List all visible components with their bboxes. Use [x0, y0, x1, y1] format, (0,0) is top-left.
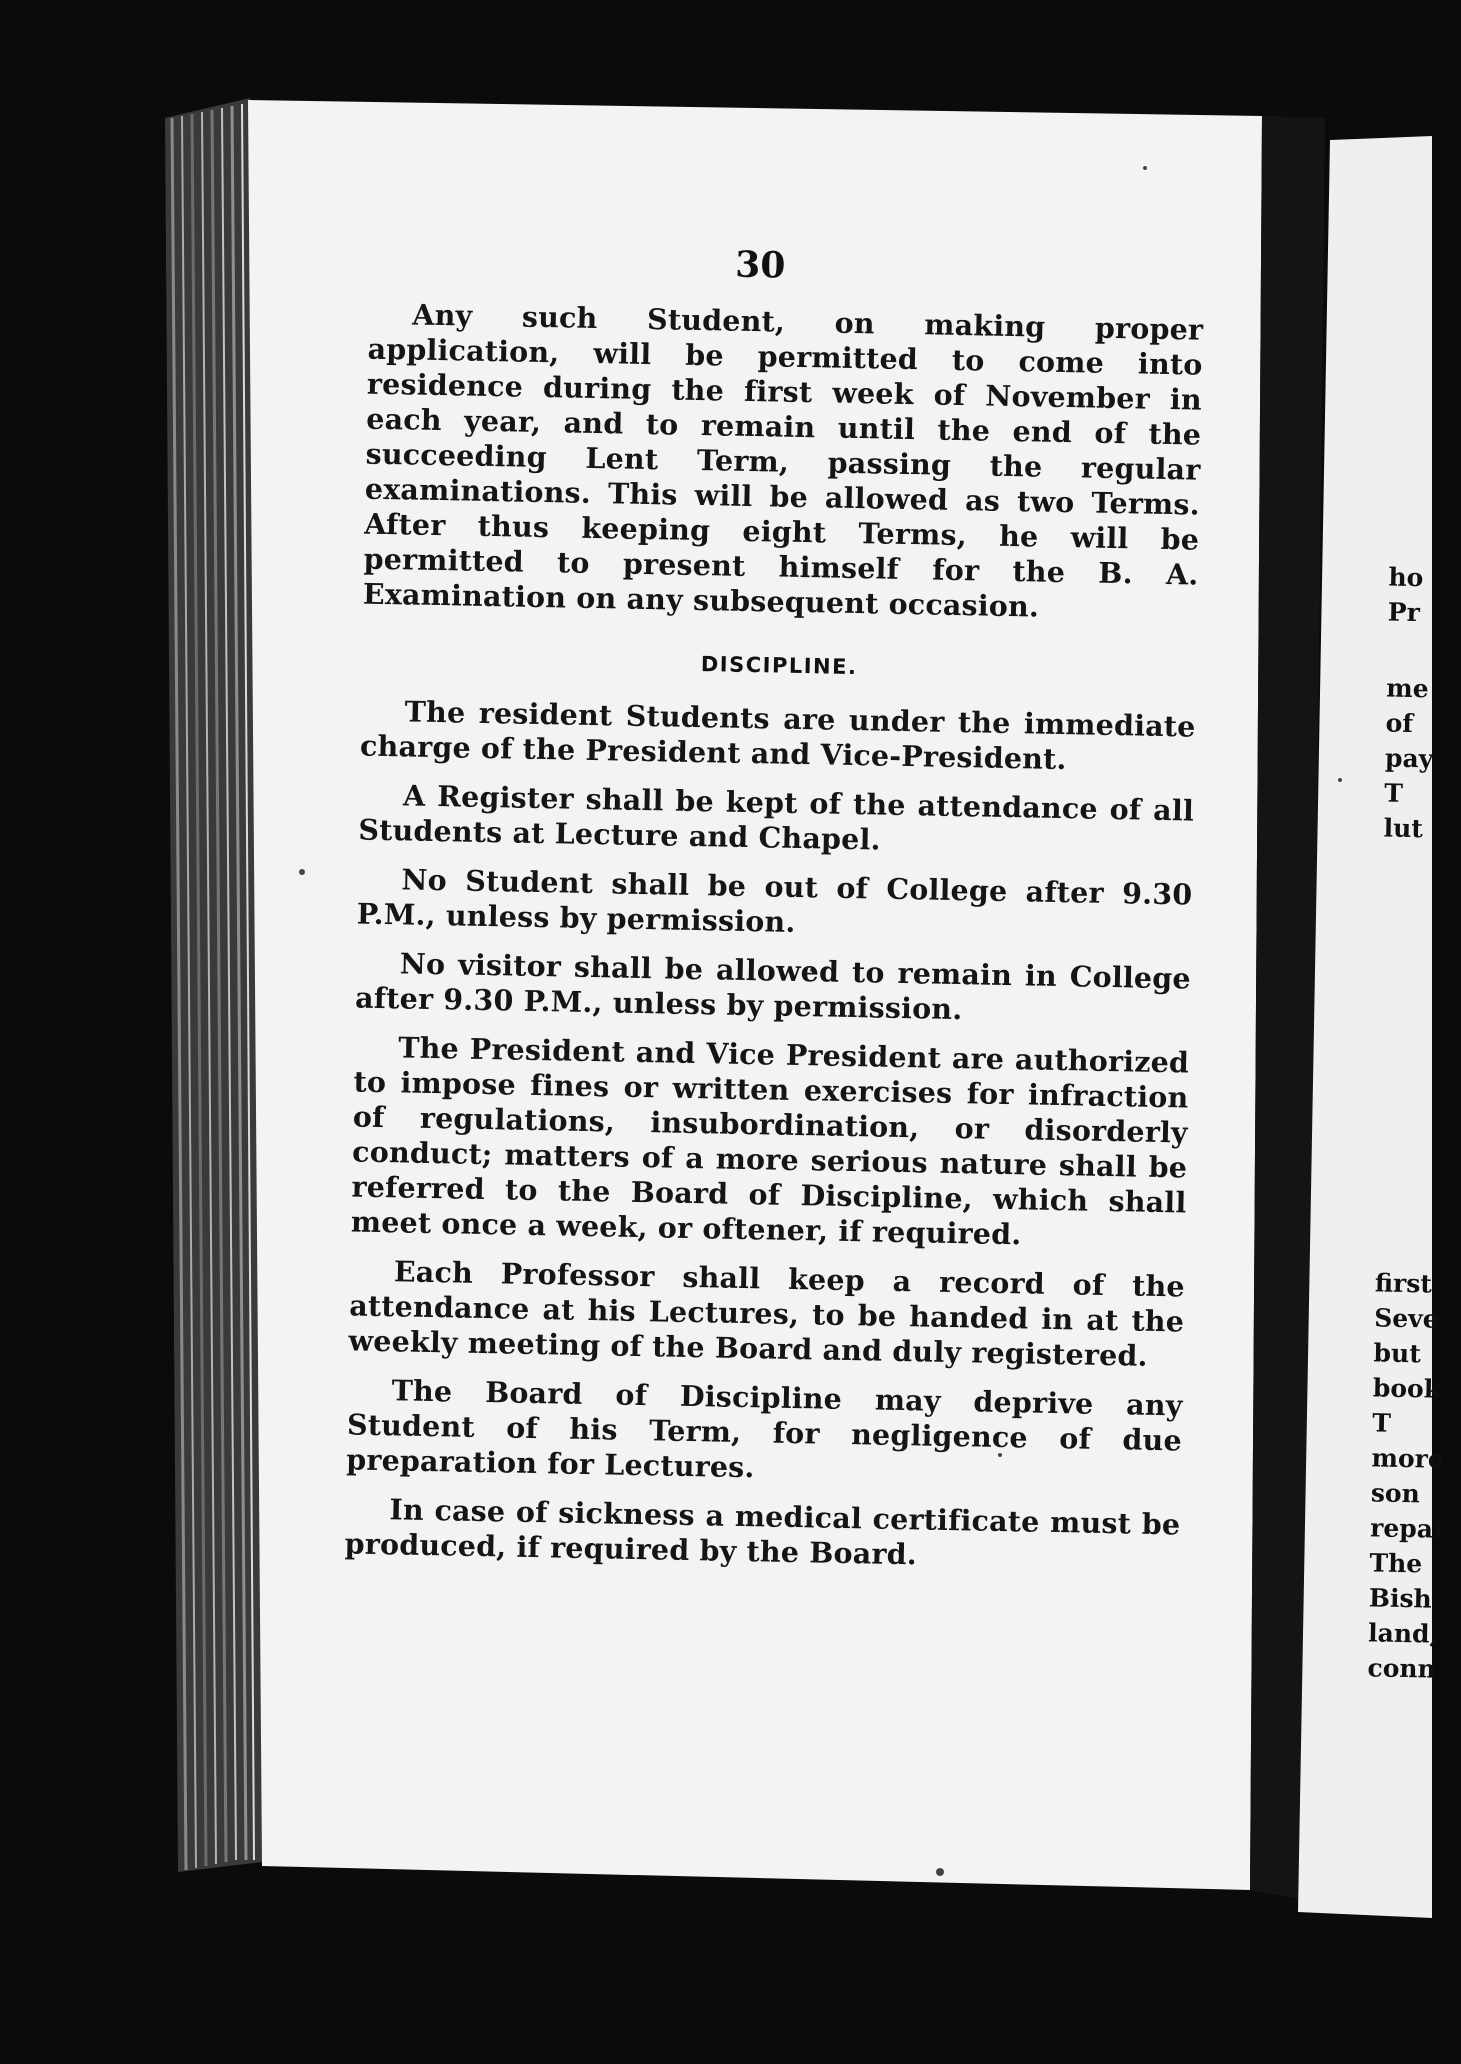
- fragment-line: of: [1385, 708, 1414, 739]
- paragraph-medical: In case of sickness a medical certificate must be produced, if required by the Board.: [344, 1492, 1181, 1572]
- section-heading: DISCIPLINE.: [700, 652, 858, 680]
- fragment-line: Bish: [1368, 1583, 1433, 1614]
- fragment-line: but: [1373, 1338, 1422, 1369]
- paragraph-attendance-record: Each Professor shall keep a record of the attendance at his Lectures, to be handed in at the weekly meeting of the Board and duly registered.: [348, 1254, 1186, 1373]
- fragment-line: T: [1371, 1408, 1392, 1438]
- fragment-line: land,: [1367, 1618, 1439, 1649]
- fragment-line: son: [1370, 1478, 1421, 1509]
- left-page: [223, 126, 1268, 1897]
- fragment-line: first: [1374, 1268, 1433, 1299]
- paragraph-fines: The President and Vice President are authorized to impose fines or written exercises for infraction of regulations, insubordination, or disorderly conduct; matters of a more serious nature shall be referred to the Board of Discipline, which shall meet once a week, or oftener, if required.: [350, 1030, 1190, 1252]
- fragment-line: more: [1371, 1443, 1445, 1474]
- fragment-line: book: [1372, 1373, 1442, 1404]
- page-number: 30: [734, 243, 786, 287]
- paragraph-charge: The resident Students are under the immediate charge of the President and Vice-President.: [359, 694, 1196, 777]
- paragraph-visitors: No visitor shall be allowed to remain in College after 9.30 P.M., unless by permission.: [354, 946, 1192, 1027]
- fragment-line: Pr: [1387, 597, 1421, 628]
- paragraph-register: A Register shall be kept of the attendance of all Students at Lecture and Chapel.: [358, 778, 1195, 857]
- fragment-line: pay: [1384, 743, 1434, 774]
- paragraph-residence: Any such Student, on making proper application, will be permitted to come into residence during the first week of November in each year, and to remain until the end of the succeeding Lent Term, passing the regular examinations. This will be allowed as two Terms. After thus keeping eight Terms, he will be permitted to present himself for the B. A. Examination on any subsequent occasion.: [362, 297, 1204, 624]
- page-content: [344, 297, 1203, 1592]
- fragment-line: lut: [1383, 813, 1424, 844]
- fragment-line: me: [1386, 673, 1429, 704]
- fragment-line: conn: [1367, 1653, 1437, 1684]
- fragment-line: The: [1369, 1548, 1423, 1579]
- fragment-line: T: [1384, 778, 1404, 808]
- fragment-line: Seve: [1373, 1303, 1439, 1334]
- fragment-line: repai: [1369, 1513, 1443, 1544]
- paragraph-deprive-term: The Board of Discipline may deprive any Student of his Term, for negligence of due preparation for Lectures.: [346, 1373, 1183, 1485]
- fragment-line: ho: [1388, 562, 1424, 593]
- paragraph-curfew: No Student shall be out of College after 9.30 P.M., unless by permission.: [356, 862, 1193, 939]
